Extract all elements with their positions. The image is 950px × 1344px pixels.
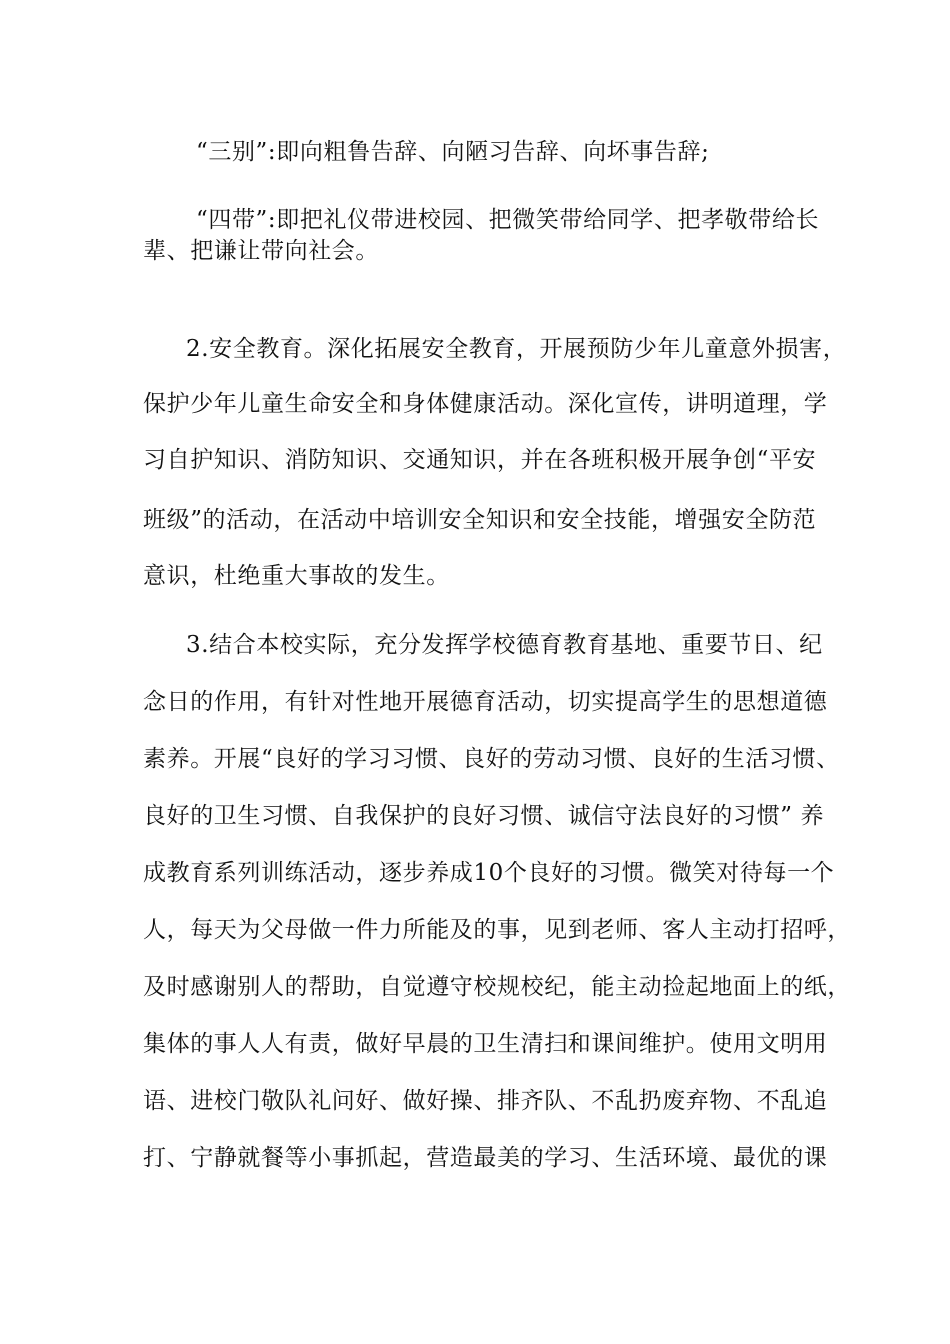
text-line: 保护少年儿童生命安全和身体健康活动。深化宣传，讲明道理，学 bbox=[143, 391, 828, 417]
text-line: 2.安全教育。深化拓展安全教育，开展预防少年儿童意外损害， bbox=[186, 336, 847, 362]
text-line: 辈、把谦让带向社会。 bbox=[143, 238, 379, 264]
text-line: 习自护知识、消防知识、交通知识，并在各班积极开展争创“平安 bbox=[143, 447, 817, 473]
text-line: 念日的作用，有针对性地开展德育活动，切实提高学生的思想道德 bbox=[143, 689, 828, 715]
text-line: 集体的事人人有责，做好早晨的卫生清扫和课间维护。使用文明用 bbox=[143, 1031, 828, 1057]
text-line: 3.结合本校实际，充分发挥学校德育教育基地、重要节日、纪 bbox=[186, 632, 823, 658]
text-line: 及时感谢别人的帮助，自觉遵守校规校纪，能主动捡起地面上的纸， bbox=[143, 974, 851, 1000]
text-line: 语、进校门敬队礼问好、做好操、排齐队、不乱扔废弃物、不乱追 bbox=[143, 1088, 828, 1114]
text-line: “四带”:即把礼仪带进校园、把微笑带给同学、把孝敬带给长 bbox=[196, 207, 820, 233]
text-line: 人，每天为父母做一件力所能及的事，见到老师、客人主动打招呼， bbox=[143, 917, 851, 943]
text-line: 意识，杜绝重大事故的发生。 bbox=[143, 563, 450, 589]
text-line: 班级”的活动，在活动中培训安全知识和安全技能，增强安全防范 bbox=[143, 507, 817, 533]
text-line: “三别”:即向粗鲁告辞、向陋习告辞、向坏事告辞; bbox=[196, 139, 710, 165]
text-line: 打、宁静就餐等小事抓起，营造最美的学习、生活环境、最优的课 bbox=[143, 1145, 828, 1171]
text-line: 良好的卫生习惯、自我保护的良好习惯、诚信守法良好的习惯” 养 bbox=[143, 803, 825, 829]
text-line: 成教育系列训练活动，逐步养成10个良好的习惯。微笑对待每一个 bbox=[143, 860, 835, 886]
text-line: 素养。开展“良好的学习习惯、良好的劳动习惯、良好的生活习惯、 bbox=[143, 746, 840, 772]
